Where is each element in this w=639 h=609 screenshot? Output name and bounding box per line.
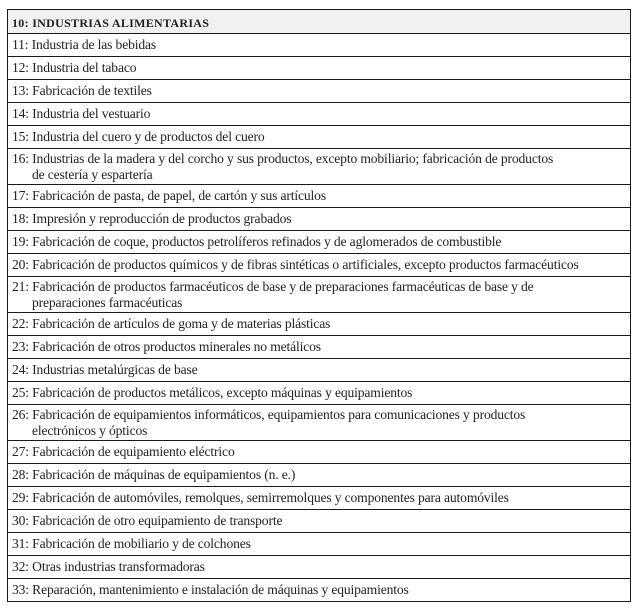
row-text: 22: Fabricación de artículos de goma y de materias plásticas (12, 316, 331, 331)
row-text-continued: electrónicos y ópticos (32, 423, 148, 438)
table-row (8, 126, 630, 149)
table-row (8, 208, 630, 231)
table-row (8, 277, 630, 313)
table-row (8, 405, 630, 441)
table-row (8, 336, 630, 359)
row-text: 13: Fabricación de textiles (12, 83, 152, 98)
table-row (8, 149, 630, 185)
row-text: 28: Fabricación de máquinas de equipamientos (n. e.) (12, 467, 296, 482)
table-row (8, 57, 630, 80)
row-text: 33: Reparación, mantenimiento e instalación de máquinas y equipamientos (12, 582, 409, 597)
table-row (8, 510, 630, 533)
table-header (8, 10, 630, 34)
row-text: 25: Fabricación de productos metálicos, excepto máquinas y equipamientos (12, 385, 413, 400)
row-text: 17: Fabricación de pasta, de papel, de cartón y sus artículos (12, 188, 326, 203)
table-row (8, 185, 630, 208)
table-row (8, 254, 630, 277)
row-text: 18: Impresión y reproducción de productos grabados (12, 211, 292, 226)
row-text: 16: Industrias de la madera y del corcho y sus productos, excepto mobiliario; fabricación de productos (12, 151, 554, 166)
row-text: 31: Fabricación de mobiliario y de colchones (12, 536, 251, 551)
table-row (8, 382, 630, 405)
table-row (8, 464, 630, 487)
row-text: 26: Fabricación de equipamientos informáticos, equipamientos para comunicaciones y productos (12, 407, 526, 422)
table-row (8, 103, 630, 126)
row-text: 20: Fabricación de productos químicos y de fibras sintéticas o artificiales, excepto productos farmacéuticos (12, 257, 579, 272)
header-label: 10: INDUSTRIAS ALIMENTARIAS (12, 16, 210, 30)
table-row (8, 533, 630, 556)
row-text: 27: Fabricación de equipamiento eléctrico (12, 444, 235, 459)
row-text-continued: de cestería y espartería (32, 167, 153, 182)
row-text: 15: Industria del cuero y de productos del cuero (12, 129, 265, 144)
table-row (8, 80, 630, 103)
table-row (8, 34, 630, 57)
row-text: 21: Fabricación de productos farmacéuticos de base y de preparaciones farmacéuticas de base y de (12, 279, 534, 294)
row-text: 12: Industria del tabaco (12, 60, 137, 75)
row-text: 24: Industrias metalúrgicas de base (12, 362, 198, 377)
row-text: 19: Fabricación de coque, productos petrolíferos refinados y de aglomerados de combustible (12, 234, 502, 249)
table-row (8, 579, 630, 602)
row-text-continued: preparaciones farmacéuticas (32, 295, 183, 310)
row-text: 11: Industria de las bebidas (12, 37, 157, 52)
row-text: 32: Otras industrias transformadoras (12, 559, 205, 574)
industry-table (7, 9, 631, 602)
row-text: 29: Fabricación de automóviles, remolques, semirremolques y componentes para automóviles (12, 490, 509, 505)
table-row (8, 359, 630, 382)
table-row (8, 313, 630, 336)
table-row (8, 231, 630, 254)
table-row (8, 487, 630, 510)
table-row (8, 441, 630, 464)
row-text: 30: Fabricación de otro equipamiento de transporte (12, 513, 283, 528)
row-text: 23: Fabricación de otros productos minerales no metálicos (12, 339, 321, 354)
table-row (8, 556, 630, 579)
row-text: 14: Industria del vestuario (12, 106, 151, 121)
